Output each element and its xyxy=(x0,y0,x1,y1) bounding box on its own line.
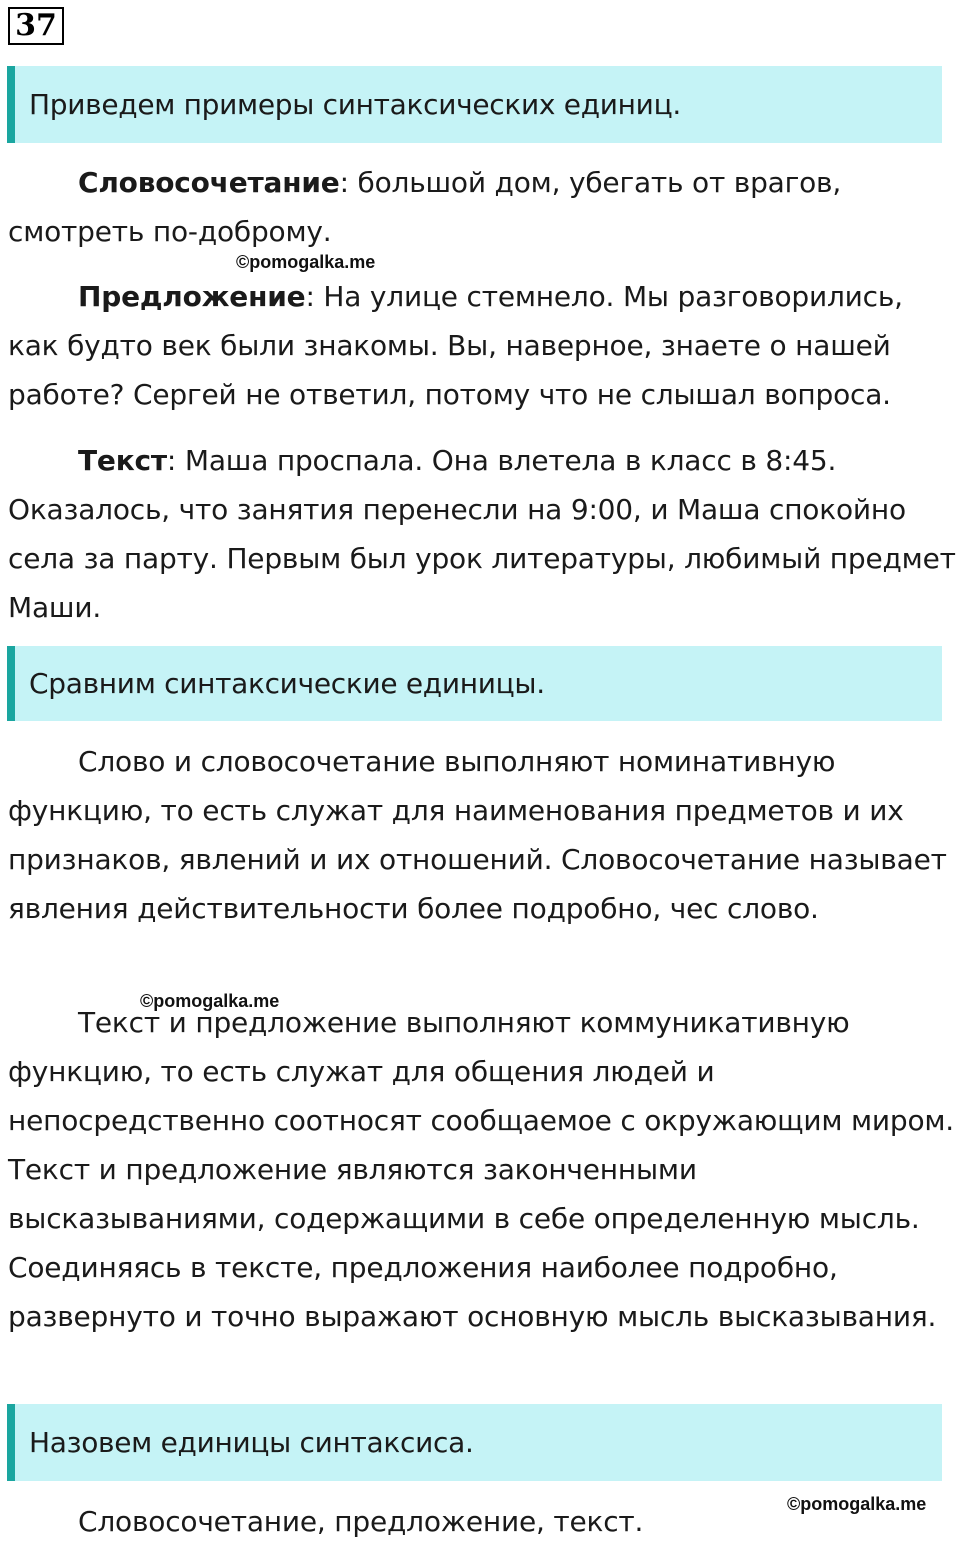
example-text: На улице стемнело. Мы разговорились, как будто век были знакомы. Вы, наверное, знаете о нашей работе? Сергей не ответил, потому что не слышал вопроса. xyxy=(8,280,903,411)
example-term: Предложение xyxy=(78,280,306,313)
compare-paragraph-communicative: Текст и предложение выполняют коммуникативную функцию, то есть служат для общения людей и непосредственно соотносят сообщаемое с окружающим миром. Текст и предложение являются законченными высказываниями, содержащими в себе определенную мысль. Соединяясь в тексте, предложения наиболее подробно, развернуто и точно выражают основную мысль высказывания. xyxy=(8,1006,954,1333)
section-heading-text: Назовем единицы синтаксиса. xyxy=(29,1426,474,1459)
example-term: Словосочетание xyxy=(78,166,340,199)
section-heading-examples xyxy=(7,66,942,143)
task-number: 37 xyxy=(8,7,64,45)
example-term: Текст xyxy=(78,444,167,477)
section-heading-units xyxy=(7,1404,942,1481)
watermark: ©pomogalka.me xyxy=(236,252,376,272)
compare-paragraph-nominative: Слово и словосочетание выполняют номинативную функцию, то есть служат для наименования предметов и их признаков, явлений и их отношений. Словосочетание называет явления действительности более подробно, чес слово. xyxy=(8,745,947,925)
section-heading-text: Приведем примеры синтаксических единиц. xyxy=(29,88,681,121)
example-text-unit xyxy=(8,436,956,632)
watermark: ©pomogalka.me xyxy=(787,1494,927,1514)
example-sep: : xyxy=(339,166,349,199)
example-phrase xyxy=(8,158,956,256)
example-sep: : xyxy=(166,444,177,477)
example-sep: : xyxy=(305,280,315,313)
example-text: Маша проспала. Она влетела в класс в 8:45. Оказалось, что занятия перенесли на 9:00, и Маша спокойно села за парту. Первым был урок литературы, любимый предмет Маши. xyxy=(8,444,956,624)
section-heading-text: Сравним синтаксические единицы. xyxy=(29,667,545,700)
example-text: большой дом, убегать от врагов, смотреть по-доброму. xyxy=(8,166,842,248)
section-heading-compare xyxy=(7,646,942,721)
units-answer: Словосочетание, предложение, текст. xyxy=(78,1505,644,1538)
example-sentence xyxy=(8,272,956,419)
watermark: ©pomogalka.me xyxy=(140,991,280,1011)
